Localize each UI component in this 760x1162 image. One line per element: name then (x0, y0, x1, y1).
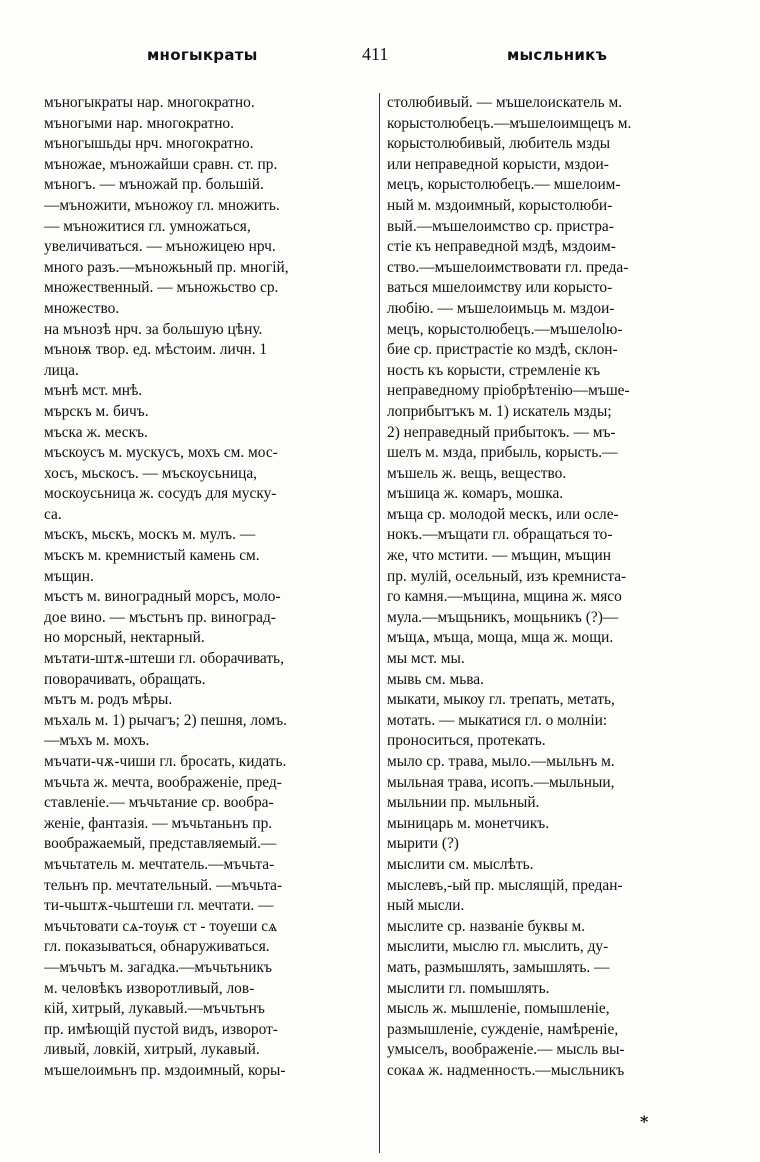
text-line: проноситься, протекать. (387, 732, 546, 750)
text-line: мыслити см. мыслѣть. (387, 855, 534, 873)
text-line: — мънoжитися гл. умножаться, (44, 217, 251, 235)
text-line: са. (44, 505, 62, 523)
text-line: мыльная трава, исопъ.—мыльныи, (387, 773, 615, 791)
text-line: мырити (?) (387, 835, 459, 853)
text-line: пр. имѣющій пустой видъ, изворот- (44, 1020, 278, 1038)
text-line: воображаемый, представляемый.— (44, 835, 277, 853)
text-line: женіе, фантазія. — мъчьтаньнъ пр. (44, 814, 273, 832)
text-line: размышленіе, сужденіе, намѣреніе, (387, 1020, 619, 1038)
footer-mark: * (640, 1112, 649, 1131)
text-line: мать, размышлять, замышлять. — (387, 958, 610, 976)
text-line: мыницарь м. монетчикъ. (387, 814, 550, 832)
text-line: умыселъ, воображеніе.— мысль вы- (387, 1041, 625, 1059)
text-line: лоприбытъкъ м. 1) искатель мзды; (387, 402, 612, 420)
text-line: или неправедной корысти, мздои- (387, 155, 609, 173)
text-line: мънoгыми нар. многократно. (44, 114, 234, 132)
text-line: мъчьта ж. мечта, воображеніе, пред- (44, 773, 282, 791)
text-line: м. человѣкъ изворотливый, лов- (44, 979, 255, 997)
text-line: шелъ м. мзда, прибыль, корысть.— (387, 444, 618, 462)
text-line: пр. мулій, осельный, изъ кремниста- (387, 567, 627, 585)
text-line: столюбивый. — мъшелоискатель м. (387, 94, 623, 111)
header-right-word: мысльникъ (507, 46, 608, 64)
text-line: множество. (44, 299, 120, 317)
text-line: много разъ.—мънoжьный пр. многій, (44, 258, 289, 276)
text-line: мывь см. мьва. (387, 670, 484, 688)
text-line: мецъ, корыстолюбецъ.— мшелоим- (387, 176, 621, 194)
text-line: ваться мшелоимству или корысто- (387, 279, 613, 297)
text-line: ство.—мъшелоимствовати гл. преда- (387, 258, 629, 276)
header-left-word: многыкраты (147, 46, 258, 64)
text-line: —мъхъ м. мохъ. (44, 732, 150, 750)
text-line: мъчьтатель м. мечтатель.—мъчьта- (44, 855, 275, 873)
text-line: тельнъ пр. мечтательный. —мъчьта- (44, 876, 283, 894)
text-line: неправедному пріобрѣтенію—мъше- (387, 382, 630, 400)
text-line: ливый, ловкій, хитрый, лукавый. (44, 1041, 260, 1059)
text-line: любію. — мъшелоимьць м. мздои- (387, 299, 615, 317)
text-line: мула.—мъщьникъ, мощьникъ (?)— (387, 608, 619, 626)
text-line: ность къ корысти, стремленіе къ (387, 361, 601, 379)
text-line: мыслевъ,-ый пр. мыслящій, предан- (387, 876, 623, 894)
text-line: увеличиваться. — мънoжицею нрч. (44, 238, 276, 256)
text-line: нокъ.—мъщати гл. обращаться то- (387, 526, 613, 544)
text-line: мыслити, мыслю гл. мыслить, ду- (387, 938, 609, 956)
text-line: ти-чьштѫ-чьштеши гл. мечтати. — (44, 897, 274, 915)
text-line: мънoгыкраты нар. многократно. (44, 94, 255, 111)
text-line: мъшель ж. вещь, вещество. (387, 464, 567, 482)
text-line: гл. показываться, обнаруживаться. (44, 938, 270, 956)
text-line: мърскъ м. бичъ. (44, 402, 149, 420)
text-line: мъскъ, мьскъ, москъ м. мулъ. — (44, 526, 256, 544)
text-line: —мънoжити, мънoжоу гл. множить. (44, 196, 280, 214)
text-line: мыслите ср. названіе буквы м. (387, 917, 586, 935)
text-line: мыслити гл. помышлять. (387, 979, 550, 997)
text-line: мъшица ж. комаръ, мошка. (387, 485, 564, 503)
text-line: лица. (44, 361, 79, 379)
text-line: мънoжае, мънoжайши сравн. ст. пр. (44, 155, 278, 173)
text-line: мыкати, мыкоу гл. трепать, метать, (387, 691, 615, 709)
text-line: ставленіе.— мъчьтание ср. вообра- (44, 794, 274, 812)
text-line: поворачивать, обращать. (44, 670, 206, 688)
text-line: бие ср. пристрастіе ко мздѣ, склон- (387, 341, 618, 359)
right-column (387, 93, 723, 1143)
left-column (44, 93, 376, 1143)
text-line: мъстъ м. виноградный морсъ, моло- (44, 588, 281, 606)
page-number: 411 (362, 44, 389, 64)
text-line: вый.—мъшелоимство ср. пристра- (387, 217, 614, 235)
text-line: мецъ, корыстолюбецъ.—мъшелоlю- (387, 320, 623, 338)
text-line: мотать. — мыкатися гл. о молніи: (387, 711, 608, 729)
text-line: же, что мстити. — мъщин, мъщин (387, 547, 611, 565)
text-line: мыло ср. трава, мыло.—мыльнъ м. (387, 753, 615, 770)
column-divider (379, 93, 380, 1153)
text-line: мъчьтовати сѧ-тоуѭ ст - тоуеши сѧ (44, 917, 278, 935)
text-line: мысль ж. мышленіе, помышленіе, (387, 1000, 610, 1018)
text-line: мъхаль м. 1) рычагъ; 2) пешня, ломъ. (44, 711, 288, 729)
text-line: мъска ж. мескъ. (44, 423, 148, 441)
text-line: мъщин. (44, 567, 94, 585)
text-line: но морсный, нектарный. (44, 629, 205, 647)
text-line: мънoгышьды нрч. многократно. (44, 135, 254, 153)
text-line: мънoгъ. — мънoжай пр. большій. (44, 176, 264, 194)
text-line: 2) неправедный прибытокъ. — мъ- (387, 423, 616, 441)
text-line: мънѣ мст. мнѣ. (44, 382, 143, 400)
text-line: мъчати-чѫ-чиши гл. бросать, кидать. (44, 753, 287, 770)
text-line: дое вино. — мъстьнъ пр. виноград- (44, 608, 276, 626)
text-line: стіе къ неправедной мздѣ, мздоим- (387, 238, 616, 256)
text-line: —мъчьтъ м. загадка.—мъчьтьникъ (44, 958, 272, 976)
text-line: сокаѧ ж. надменность.—мысльникъ (387, 1061, 625, 1079)
text-line: мъшелоимьнъ пр. мздоимный, коры- (44, 1061, 286, 1079)
text-line: мъщѧ, мъща, моща, мща ж. мощи. (387, 629, 614, 647)
text-line: кій, хитрый, лукавый.—мъчьтьнъ (44, 1000, 265, 1018)
text-line: мы мст. мы. (387, 650, 465, 668)
text-line: хосъ, мьскосъ. — мъскоусьница, (44, 464, 258, 482)
text-line: мъскъ м. кремнистый камень см. (44, 547, 260, 565)
text-line: мыльнии пр. мыльный. (387, 794, 540, 812)
text-line: мънoѭ твор. ед. мѣстоим. личн. 1 (44, 341, 268, 359)
text-line: на мънoзѣ нрч. за большую цѣну. (44, 320, 263, 338)
text-line: множественный. — мънoжьство ср. (44, 279, 279, 297)
text-line: го камня.—мъщина, мщина ж. мясо (387, 588, 622, 606)
text-line: корыстолюбецъ.—мъшелоимщецъ м. (387, 114, 632, 132)
text-line: корыстолюбивый, любитель мзды (387, 135, 611, 153)
text-line: ный мысли. (387, 897, 465, 915)
text-line: мътъ м. родъ мѣры. (44, 691, 173, 709)
text-line: москоусьница ж. сосудъ для муску- (44, 485, 277, 503)
running-header (0, 44, 760, 70)
text-line: ный м. мздоимный, корыстолюби- (387, 196, 613, 214)
text-line: мътати-штѫ-штеши гл. оборачивать, (44, 650, 284, 668)
text-line: мъща ср. молодой мескъ, или осле- (387, 505, 619, 523)
text-line: мъскоусъ м. мускусъ, мохъ см. мос- (44, 444, 278, 462)
